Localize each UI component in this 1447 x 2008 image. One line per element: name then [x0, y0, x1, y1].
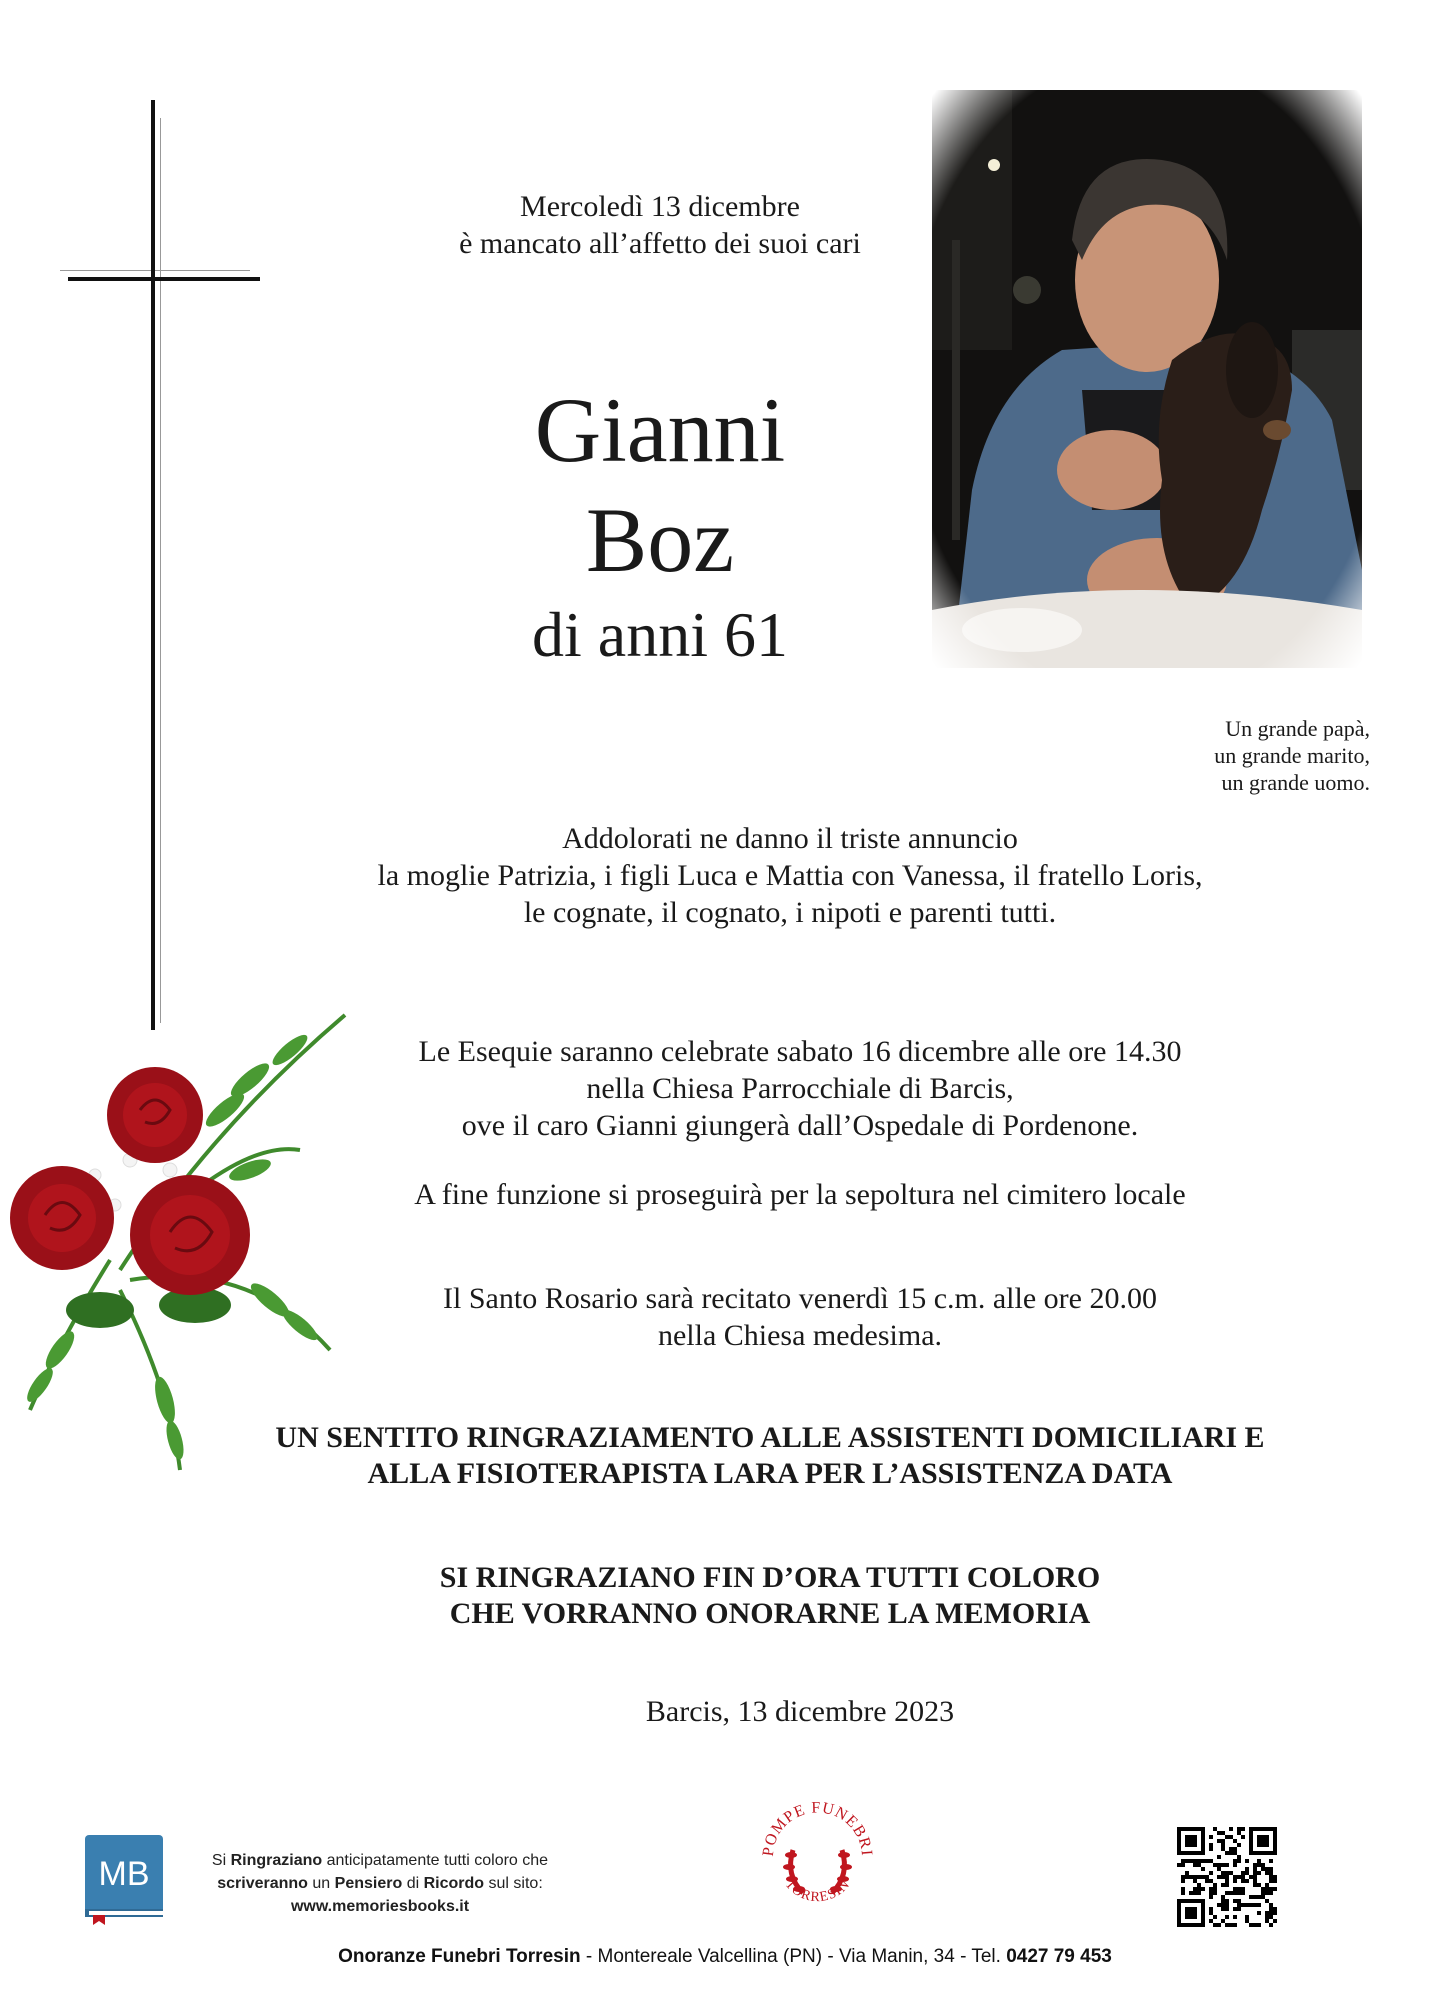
mb-word: di [406, 1875, 420, 1892]
death-date-line: Mercoledì 13 dicembre [520, 190, 800, 223]
funeral-home-phone: 0427 79 453 [1006, 1946, 1112, 1967]
death-intro-line: è mancato all’affetto dei suoi cari [459, 227, 861, 260]
deceased-age: di anni 61 [532, 599, 788, 670]
thanks-line: UN SENTITO RINGRAZIAMENTO ALLE ASSISTENTI DOMICILIARI E [275, 1421, 1265, 1454]
mb-word: Si [211, 1852, 227, 1869]
quote-line: un grande uomo. [1221, 770, 1370, 795]
quote-line: Un grande papà, [1225, 716, 1370, 741]
family-announcement [300, 820, 1280, 931]
mb-word: anticipatamente tutti coloro che [326, 1852, 549, 1869]
rosary-line: Il Santo Rosario sarà recitato venerdì 15 c.m. alle ore 20.00 [443, 1282, 1157, 1315]
thanks-line: SI RINGRAZIANO FIN D’ORA TUTTI COLORO [439, 1561, 1101, 1594]
cross-horizontal-shadow [60, 270, 250, 271]
mb-word-bold: Ringraziano [230, 1852, 323, 1869]
memoriesbooks-line2 [180, 1872, 580, 1895]
cross-vertical-shadow [160, 118, 161, 1023]
thanks-line: CHE VORRANNO ONORARNE LA MEMORIA [449, 1597, 1091, 1630]
deceased-first-name: Gianni [534, 379, 786, 481]
place-and-date: Barcis, 13 dicembre 2023 [645, 1695, 955, 1728]
cross-vertical-bar [151, 100, 155, 1030]
roses-bouquet-image [0, 1010, 350, 1480]
svg-text:TORRESIN [782, 1877, 854, 1905]
funeral-home-name: Onoranze Funebri Torresin [338, 1946, 581, 1967]
thanks-all [250, 1560, 1290, 1632]
qr-code[interactable] [1177, 1827, 1277, 1927]
deceased-photo [932, 90, 1362, 668]
rosary-details [330, 1280, 1270, 1354]
cross-horizontal-bar [68, 277, 260, 281]
announcement-line: le cognate, il cognato, i nipoti e parenti tutti. [523, 896, 1057, 929]
funeral-home-address: - Montereale Valcellina (PN) - Via Manin, 34 - Tel. [580, 1946, 1007, 1967]
svg-text:POMPE FUNEBRI [760, 1799, 875, 1857]
memoriesbooks-logo-text: MB [98, 1855, 150, 1893]
pompe-funebri-torresin-seal [755, 1795, 880, 1920]
memoriesbooks-line1 [180, 1849, 580, 1872]
mb-word-bold: scriveranno [217, 1875, 308, 1892]
memoriesbooks-link[interactable]: www.memoriesbooks.it [290, 1898, 470, 1915]
memoriesbooks-url-line [180, 1895, 580, 1918]
seal-top-text: POMPE FUNEBRI [759, 1799, 876, 1858]
death-notice-intro [370, 188, 950, 262]
memoriesbooks-logo[interactable] [83, 1833, 165, 1925]
rosary-line: nella Chiesa medesima. [657, 1319, 943, 1352]
mb-word: sul sito: [488, 1875, 543, 1892]
seal-bottom-text: TORRESIN [781, 1876, 854, 1906]
memoriesbooks-message [180, 1849, 580, 1918]
funeral-line: ove il caro Gianni giungerà dall’Ospedale di Pordenone. [461, 1109, 1139, 1142]
deceased-last-name: Boz [585, 489, 735, 591]
quote-line: un grande marito, [1214, 743, 1370, 768]
funeral-home-footer [200, 1945, 1250, 1969]
thanks-line: ALLA FISIOTERAPISTA LARA PER L’ASSISTENZA DATA [367, 1457, 1173, 1490]
announcement-line: Addolorati ne danno il triste annuncio [562, 822, 1018, 855]
announcement-line: la moglie Patrizia, i figli Luca e Mattia con Vanessa, il fratello Loris, [377, 859, 1203, 892]
mb-word-bold: Ricordo [423, 1875, 485, 1892]
funeral-line: Le Esequie saranno celebrate sabato 16 dicembre alle ore 14.30 [418, 1035, 1182, 1068]
mb-word-bold: Pensiero [334, 1875, 403, 1892]
thanks-assistants [200, 1420, 1340, 1492]
funeral-line: nella Chiesa Parrocchiale di Barcis, [586, 1072, 1014, 1105]
mb-word: un [312, 1875, 331, 1892]
funeral-details [330, 1033, 1270, 1144]
burial-details: A fine funzione si proseguirà per la sepoltura nel cimitero locale [414, 1178, 1186, 1211]
tribute-quote [1100, 715, 1370, 796]
